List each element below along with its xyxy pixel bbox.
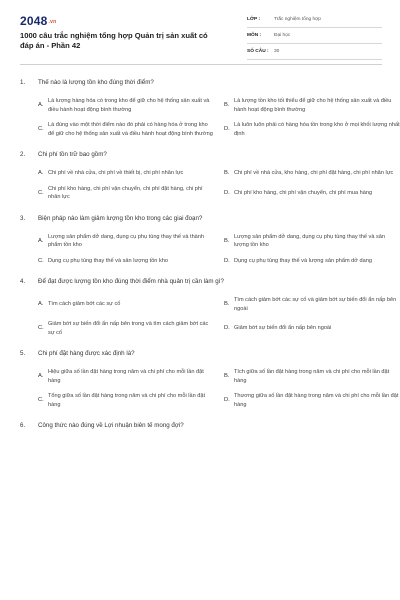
site-logo[interactable]: 2048.vn bbox=[20, 14, 57, 28]
answer-options bbox=[20, 296, 397, 337]
question-text: Để đạt được lượng tồn kho đúng thời điểm nhà quản trị cần làm gì? bbox=[38, 278, 224, 285]
meta-value: Đại học bbox=[274, 33, 291, 38]
question-6 bbox=[20, 421, 382, 430]
question-number: 2. bbox=[20, 151, 26, 158]
question-text: Chi phí đặt hàng được xác định là? bbox=[38, 350, 135, 357]
question-text: Thế nào là lượng tồn kho đúng thời điểm? bbox=[38, 79, 154, 86]
option-d[interactable]: D. Chi phí kho hàng, chi phí vận chuyển, chi phí mua hàng bbox=[224, 189, 373, 196]
question-2 bbox=[20, 150, 394, 202]
option-c[interactable]: C. Tổng giữa số lần đặt hàng trong năm và chi phí cho mỗi lần đặt hàng bbox=[38, 393, 206, 408]
question-number: 5. bbox=[20, 350, 26, 357]
option-d[interactable]: D. Giảm bớt sự biến đổi ẩn nấp bên ngoài bbox=[224, 325, 332, 332]
meta-row-class bbox=[247, 12, 382, 28]
option-a[interactable]: A. Hiệu giữa số lần đặt hàng trong năm và chi phí cho mỗi lần đặt hàng bbox=[38, 369, 204, 384]
option-a[interactable]: A. Chi phí về nhà cửa, chi phí về thiết bị, chi phí nhân lực bbox=[38, 170, 184, 176]
option-a[interactable]: A. Là lượng hàng hóa có trong kho để giữ cho hệ thống sản xuất và điều hành hoạt động bình thường bbox=[38, 98, 210, 113]
question-5 bbox=[20, 349, 399, 409]
option-c[interactable]: C. Dụng cụ phụ tùng thay thế và sản lượng tồn kho bbox=[38, 257, 168, 264]
question-number: 6. bbox=[20, 422, 26, 429]
option-d[interactable]: D. Dụng cụ phụ tùng thay thế và lượng sản phẩm dở dang bbox=[224, 257, 372, 264]
option-b[interactable]: B. Chi phí về nhà cửa, kho hàng, chi phí đặt hàng, chi phí nhân lực bbox=[224, 170, 394, 176]
option-d[interactable]: D. Thương giữa số lần đặt hàng trong năm và chi phí cho mỗi lần đặt hàng bbox=[224, 393, 399, 408]
question-text: Biện pháp nào làm giảm lượng tồn kho trong các giai đoạn? bbox=[38, 214, 203, 222]
meta-value: Trắc nghiệm tổng hợp bbox=[274, 17, 321, 22]
option-b[interactable]: B. Tích giữa số lần đặt hàng trong năm và chi phí cho mỗi lần đặt hàng bbox=[224, 369, 390, 384]
question-text: Công thức nào đúng về Lợi nhuận biên tế mong đợi? bbox=[38, 422, 184, 429]
question-text: Chi phí tồn trữ bao gồm? bbox=[38, 151, 107, 158]
option-a[interactable]: A. Tìm cách giảm bớt các sự cố bbox=[38, 301, 121, 308]
option-c[interactable]: C. Là đúng vào một thời điểm nào đó phải có hàng hóa ở trong kho để giữ cho hệ thống sản xuất và điều hành hoạt động bình thường bbox=[38, 122, 213, 137]
meta-label: MÔN : bbox=[247, 33, 262, 38]
answer-options bbox=[20, 97, 400, 138]
meta-value: 30 bbox=[274, 49, 280, 54]
answer-options bbox=[20, 169, 394, 202]
option-c[interactable]: C. Giảm bớt sự biến đổi ẩn nấp bên trong và tìm cách giảm bớt các sự cố bbox=[38, 321, 209, 336]
option-a[interactable]: A. Lượng sản phẩm dở dang, dụng cụ phụ tùng thay thế và thành phẩm tồn kho bbox=[38, 233, 205, 248]
option-b[interactable]: B. Lượng sản phẩm dở dang, dụng cụ phụ tùng thay thế và sản lượng tồn kho bbox=[224, 233, 386, 248]
answer-options bbox=[20, 368, 399, 409]
question-1 bbox=[20, 78, 400, 138]
header bbox=[20, 12, 382, 60]
option-b[interactable]: B. Tìm cách giảm bớt các sự cố và giảm bớt sự biến đổi ẩn nấp bên ngoài bbox=[224, 297, 397, 312]
question-4 bbox=[20, 277, 397, 337]
meta-table bbox=[247, 12, 382, 60]
option-c[interactable]: C. Chi phí kho hàng, chi phí vận chuyển, chi phí đặt hàng, chi phí nhân lực bbox=[38, 185, 203, 200]
question-number: 4. bbox=[20, 278, 26, 285]
question-number: 3. bbox=[20, 214, 26, 222]
header-divider bbox=[20, 64, 382, 65]
question-list bbox=[20, 78, 400, 442]
question-number: 1. bbox=[20, 79, 26, 86]
document-title: 1000 câu trắc nghiệm tổng hợp Quản trị sản xuất có đáp án - Phần 42 bbox=[20, 31, 208, 50]
meta-row-subject bbox=[247, 28, 382, 44]
meta-label: SỐ CÂU : bbox=[247, 49, 269, 54]
option-d[interactable]: D. Là luôn luôn phải có hàng hóa tồn trong kho ở mọi khối lượng nhất định bbox=[224, 122, 400, 137]
option-b[interactable]: B. Là lượng tồn kho tối thiểu để giữ cho hệ thống sản xuất và điều hành hoạt động bình thường bbox=[224, 98, 392, 113]
answer-options bbox=[20, 233, 386, 266]
meta-label: LỚP : bbox=[247, 17, 261, 22]
question-3 bbox=[20, 214, 386, 266]
meta-row-count bbox=[247, 44, 382, 60]
